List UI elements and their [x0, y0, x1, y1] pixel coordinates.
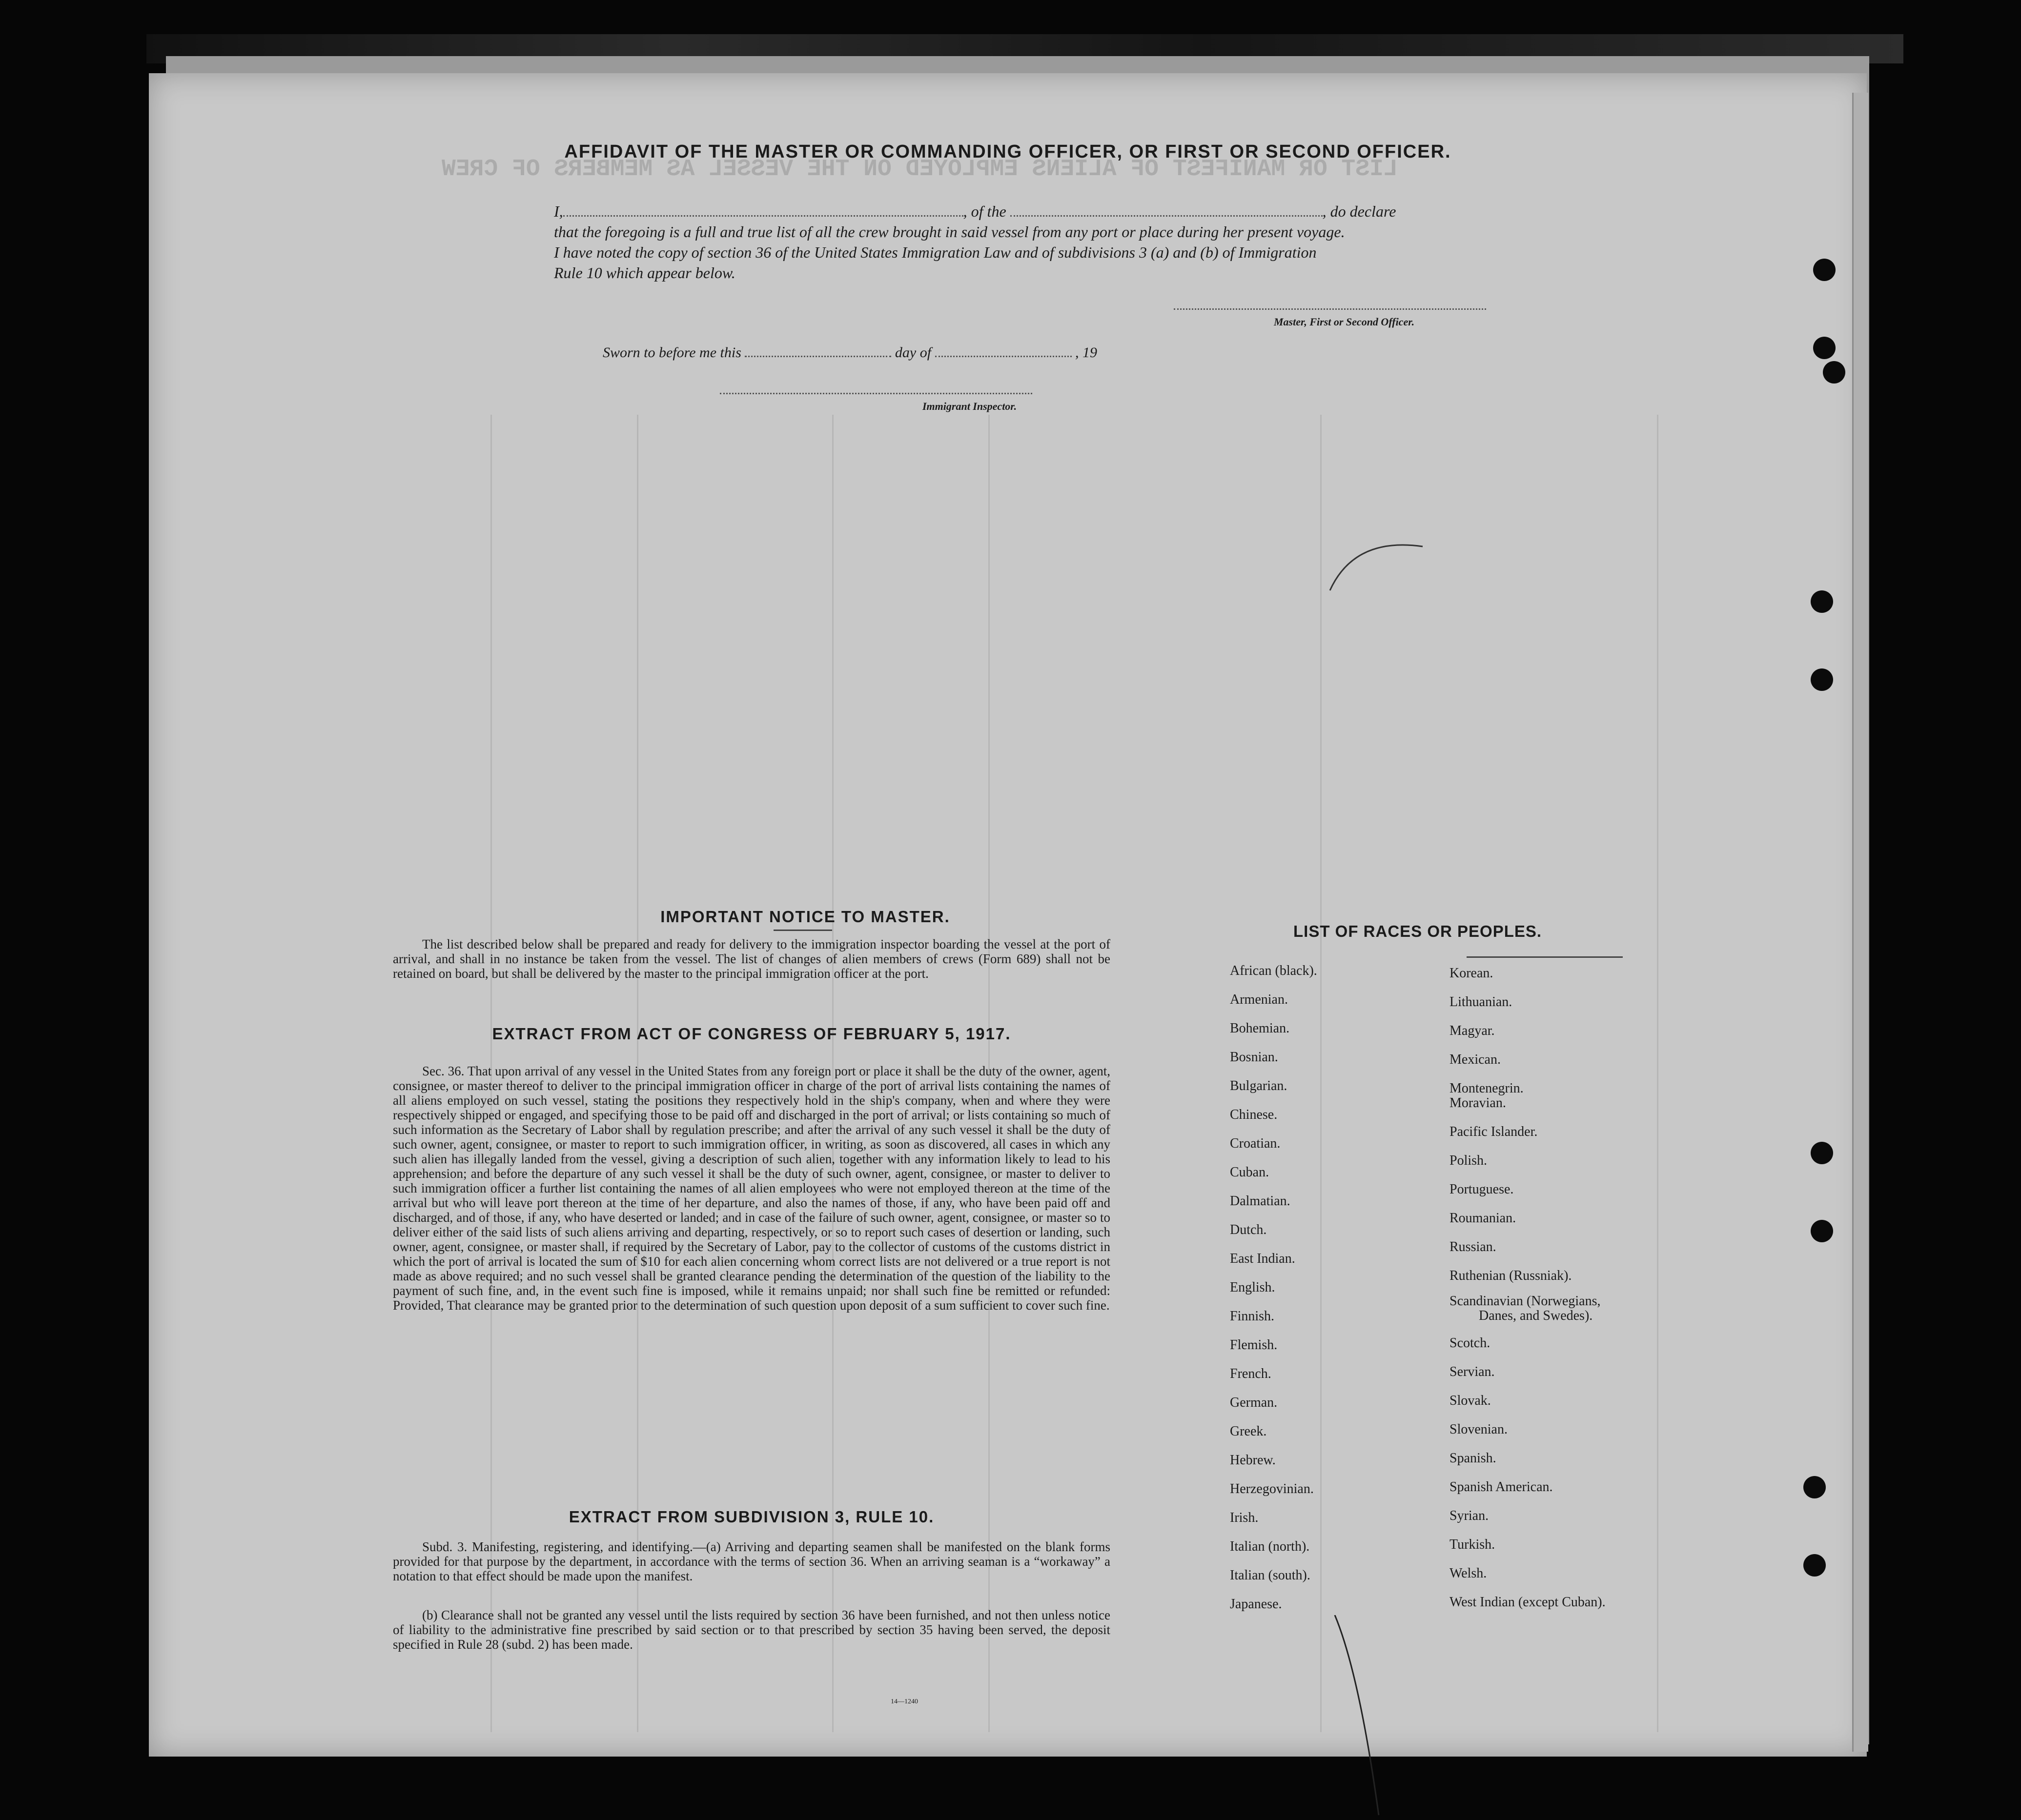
race-item: Greek. [1230, 1424, 1267, 1439]
race-item: West Indian (except Cuban). [1449, 1595, 1606, 1610]
race-item: Portuguese. [1449, 1182, 1514, 1197]
race-item: Italian (south). [1230, 1568, 1310, 1583]
race-item: Scandinavian (Norwegians, [1449, 1294, 1601, 1309]
notice-heading-rule [774, 930, 832, 931]
punch-hole [1811, 1220, 1833, 1242]
form-number: 14—1240 [891, 1698, 918, 1705]
punch-hole [1823, 361, 1845, 384]
master-signature-label: Master, First or Second Officer. [1274, 316, 1415, 328]
act-text: Sec. 36. That upon arrival of any vessel in the United States from any foreign port or place it shall be the duty of the owner, agent, consignee, or master thereof to deliver to the principal immigration officer in charge of the port of arrival lists containing the names of all aliens employed on such vessel, stating the positions they respectively hold in the ship's company, when and where they were respectively shipped or engaged, and specifying those to be paid off and discharged in the port of arrival; or lists containing so much of such information as the Secretary of Labor shall by regulation prescribe; and after the arrival of any such vessel it shall be the duty of such owner, agent, consignee, or master to report to such immigration officer, in writing, as soon as discovered, all cases in which any such alien has illegally landed from the vessel, giving a description of such alien, together with any information likely to lead to his apprehension; and before the departure of any such vessel it shall be the duty of such owner, agent, consignee, or master to deliver to such immigration officer a further list containing the names of all alien employees who were not employed thereon at the time of the arrival but who will leave port thereon at the time of her departure, and also the names of those, if any, who have been paid off and discharged, and of those, if any, who have deserted or landed; and in case of the failure of such owner, agent, consignee, or master so to deliver either of the said lists of such aliens arriving and departing, respectively, or so to report such cases of desertion or landing, such owner, agent, consignee, or master shall, if required by the Secretary of Labor, pay to the collector of customs of the customs district in which the port of arrival is located the sum of $10 for each alien concerning whom correct lists are not delivered or a true report is not made as above required; and no such vessel shall be granted clearance pending the determination of the question of the liability to the payment of such fine, and, in the event such fine is imposed, while it remains unpaid; nor shall such fine be remitted or refunded: Provided, That clearance may be granted prior to the determination of such question upon deposit of a sum sufficient to cover such fine. [393, 1064, 1110, 1313]
race-item: Japanese. [1230, 1597, 1282, 1612]
punch-hole [1811, 668, 1833, 691]
declaration-line-2: that the foregoing is a full and true list of all the crew brought in said vessel from any port or place during her present voyage. [554, 223, 1345, 241]
race-item: Finnish. [1230, 1309, 1275, 1324]
manifest-page [149, 73, 1867, 1757]
races-left-column [1230, 964, 1317, 1626]
declaration-line-3: I have noted the copy of section 36 of the United States Immigration Law and of subdivisions 3 (a) and (b) of Immigration [554, 243, 1317, 261]
race-item: Slovak. [1449, 1393, 1491, 1408]
race-item: Korean. [1449, 966, 1493, 981]
inspector-signature-line[interactable] [720, 393, 1032, 394]
race-item: Lithuanian. [1449, 994, 1512, 1010]
race-item: African (black). [1230, 963, 1317, 978]
affidavit-title: AFFIDAVIT OF THE MASTER OR COMMANDING OFFICER, OR FIRST OR SECOND OFFICER. [564, 142, 1451, 162]
declaration-block [554, 201, 1603, 283]
race-item: Montenegrin. [1449, 1081, 1524, 1096]
race-item: Polish. [1449, 1153, 1488, 1168]
pen-stroke-mark [1325, 527, 1447, 595]
race-item: Dutch. [1230, 1222, 1267, 1237]
race-item: Slovenian. [1449, 1422, 1508, 1437]
notice-heading: IMPORTANT NOTICE TO MASTER. [660, 908, 950, 926]
races-right-column [1449, 966, 1606, 1624]
race-item: German. [1230, 1395, 1278, 1410]
race-item: Bulgarian. [1230, 1078, 1287, 1093]
vessel-blank[interactable] [1010, 215, 1323, 217]
rule-para-b: (b) Clearance shall not be granted any vessel until the lists required by section 36 have been furnished, and not then unless notice of liability to the administrative fine prescribed by said section or to that prescribed by section 35 having been served, the deposit specified in Rule 28 (subd. 2) has been made. [393, 1608, 1110, 1652]
table-rule-5 [1320, 415, 1322, 1732]
race-item: Spanish. [1449, 1451, 1496, 1466]
race-item: Spanish American. [1449, 1479, 1553, 1495]
punch-hole [1811, 1142, 1833, 1164]
race-item: Welsh. [1449, 1566, 1487, 1581]
show-through-header: LIST OR MANIFEST OF ALIENS EMPLOYED ON THE VESSEL AS MEMBERS OF CREW [442, 156, 1398, 182]
race-item: Moravian. [1449, 1095, 1506, 1111]
declaration-line-4: Rule 10 which appear below. [554, 264, 735, 282]
race-item: Magyar. [1449, 1023, 1495, 1038]
punch-hole [1813, 337, 1836, 359]
race-item: Bosnian. [1230, 1050, 1278, 1065]
sworn-label: Sworn to before me this [603, 344, 741, 361]
punch-hole [1803, 1476, 1826, 1498]
year-label: , 19 [1075, 344, 1098, 361]
race-item: Russian. [1449, 1239, 1496, 1254]
declaration-line-1 [554, 201, 1603, 222]
sworn-month-blank[interactable] [935, 356, 1072, 357]
race-item: Cuban. [1230, 1165, 1269, 1180]
race-item: Scotch. [1449, 1335, 1490, 1351]
race-item: East Indian. [1230, 1251, 1295, 1266]
race-item: Syrian. [1449, 1508, 1489, 1523]
race-item: Roumanian. [1449, 1211, 1516, 1226]
races-heading: LIST OF RACES OR PEOPLES. [1293, 922, 1542, 940]
race-item: Turkish. [1449, 1537, 1495, 1552]
page-edge-right [1852, 93, 1868, 1752]
race-item: Dalmatian. [1230, 1193, 1290, 1209]
master-signature-line[interactable] [1174, 308, 1486, 310]
race-item: Herzegovinian. [1230, 1481, 1314, 1496]
name-blank[interactable] [563, 215, 963, 217]
i-label: I, [554, 202, 563, 220]
race-item: Flemish. [1230, 1337, 1278, 1353]
sworn-day-blank[interactable] [745, 356, 891, 357]
race-item: French. [1230, 1366, 1271, 1381]
race-item: Servian. [1449, 1364, 1495, 1379]
race-item: Hebrew. [1230, 1453, 1276, 1468]
race-item: Ruthenian (Russniak). [1449, 1268, 1572, 1283]
races-heading-rule [1467, 956, 1623, 958]
race-item: Armenian. [1230, 992, 1288, 1007]
notice-text: The list described below shall be prepared and ready for delivery to the immigration inspector boarding the vessel at the port of arrival, and shall in no instance be taken from the vessel. The list of changes of alien members of crews (Form 689) shall not be retained on board, but shall be delivered by the master to the principal immigration officer at the port. [393, 937, 1110, 981]
race-item: Pacific Islander. [1449, 1124, 1538, 1139]
race-item: English. [1230, 1280, 1275, 1295]
race-item: Italian (north). [1230, 1539, 1310, 1554]
punch-hole [1813, 259, 1836, 281]
race-item: Bohemian. [1230, 1021, 1290, 1036]
pen-line-mark [1330, 1615, 1388, 1820]
race-item: Irish. [1230, 1510, 1259, 1525]
act-heading: EXTRACT FROM ACT OF CONGRESS OF FEBRUARY 5, 1917. [492, 1025, 1011, 1043]
race-item: Croatian. [1230, 1136, 1281, 1151]
do-declare-label: , do declare [1322, 202, 1396, 220]
day-of-label: day of [895, 344, 932, 361]
race-item: Chinese. [1230, 1107, 1278, 1122]
sworn-line [603, 344, 1097, 361]
rule-heading: EXTRACT FROM SUBDIVISION 3, RULE 10. [569, 1508, 935, 1526]
punch-hole [1811, 590, 1833, 613]
table-rule-6 [1657, 415, 1658, 1732]
inspector-signature-label: Immigrant Inspector. [922, 400, 1017, 412]
of-the-label: , of the [963, 202, 1006, 220]
race-item: Mexican. [1449, 1052, 1501, 1067]
race-item: Danes, and Swedes). [1479, 1308, 1593, 1323]
rule-para-a: Subd. 3. Manifesting, registering, and identifying.—(a) Arriving and departing seamen shall be manifested on the blank forms provided for that purpose by the department, in accordance with the terms of section 36. When an arriving seaman is a “workaway” a notation to that effect should be made upon the manifest. [393, 1539, 1110, 1583]
punch-hole [1803, 1554, 1826, 1577]
